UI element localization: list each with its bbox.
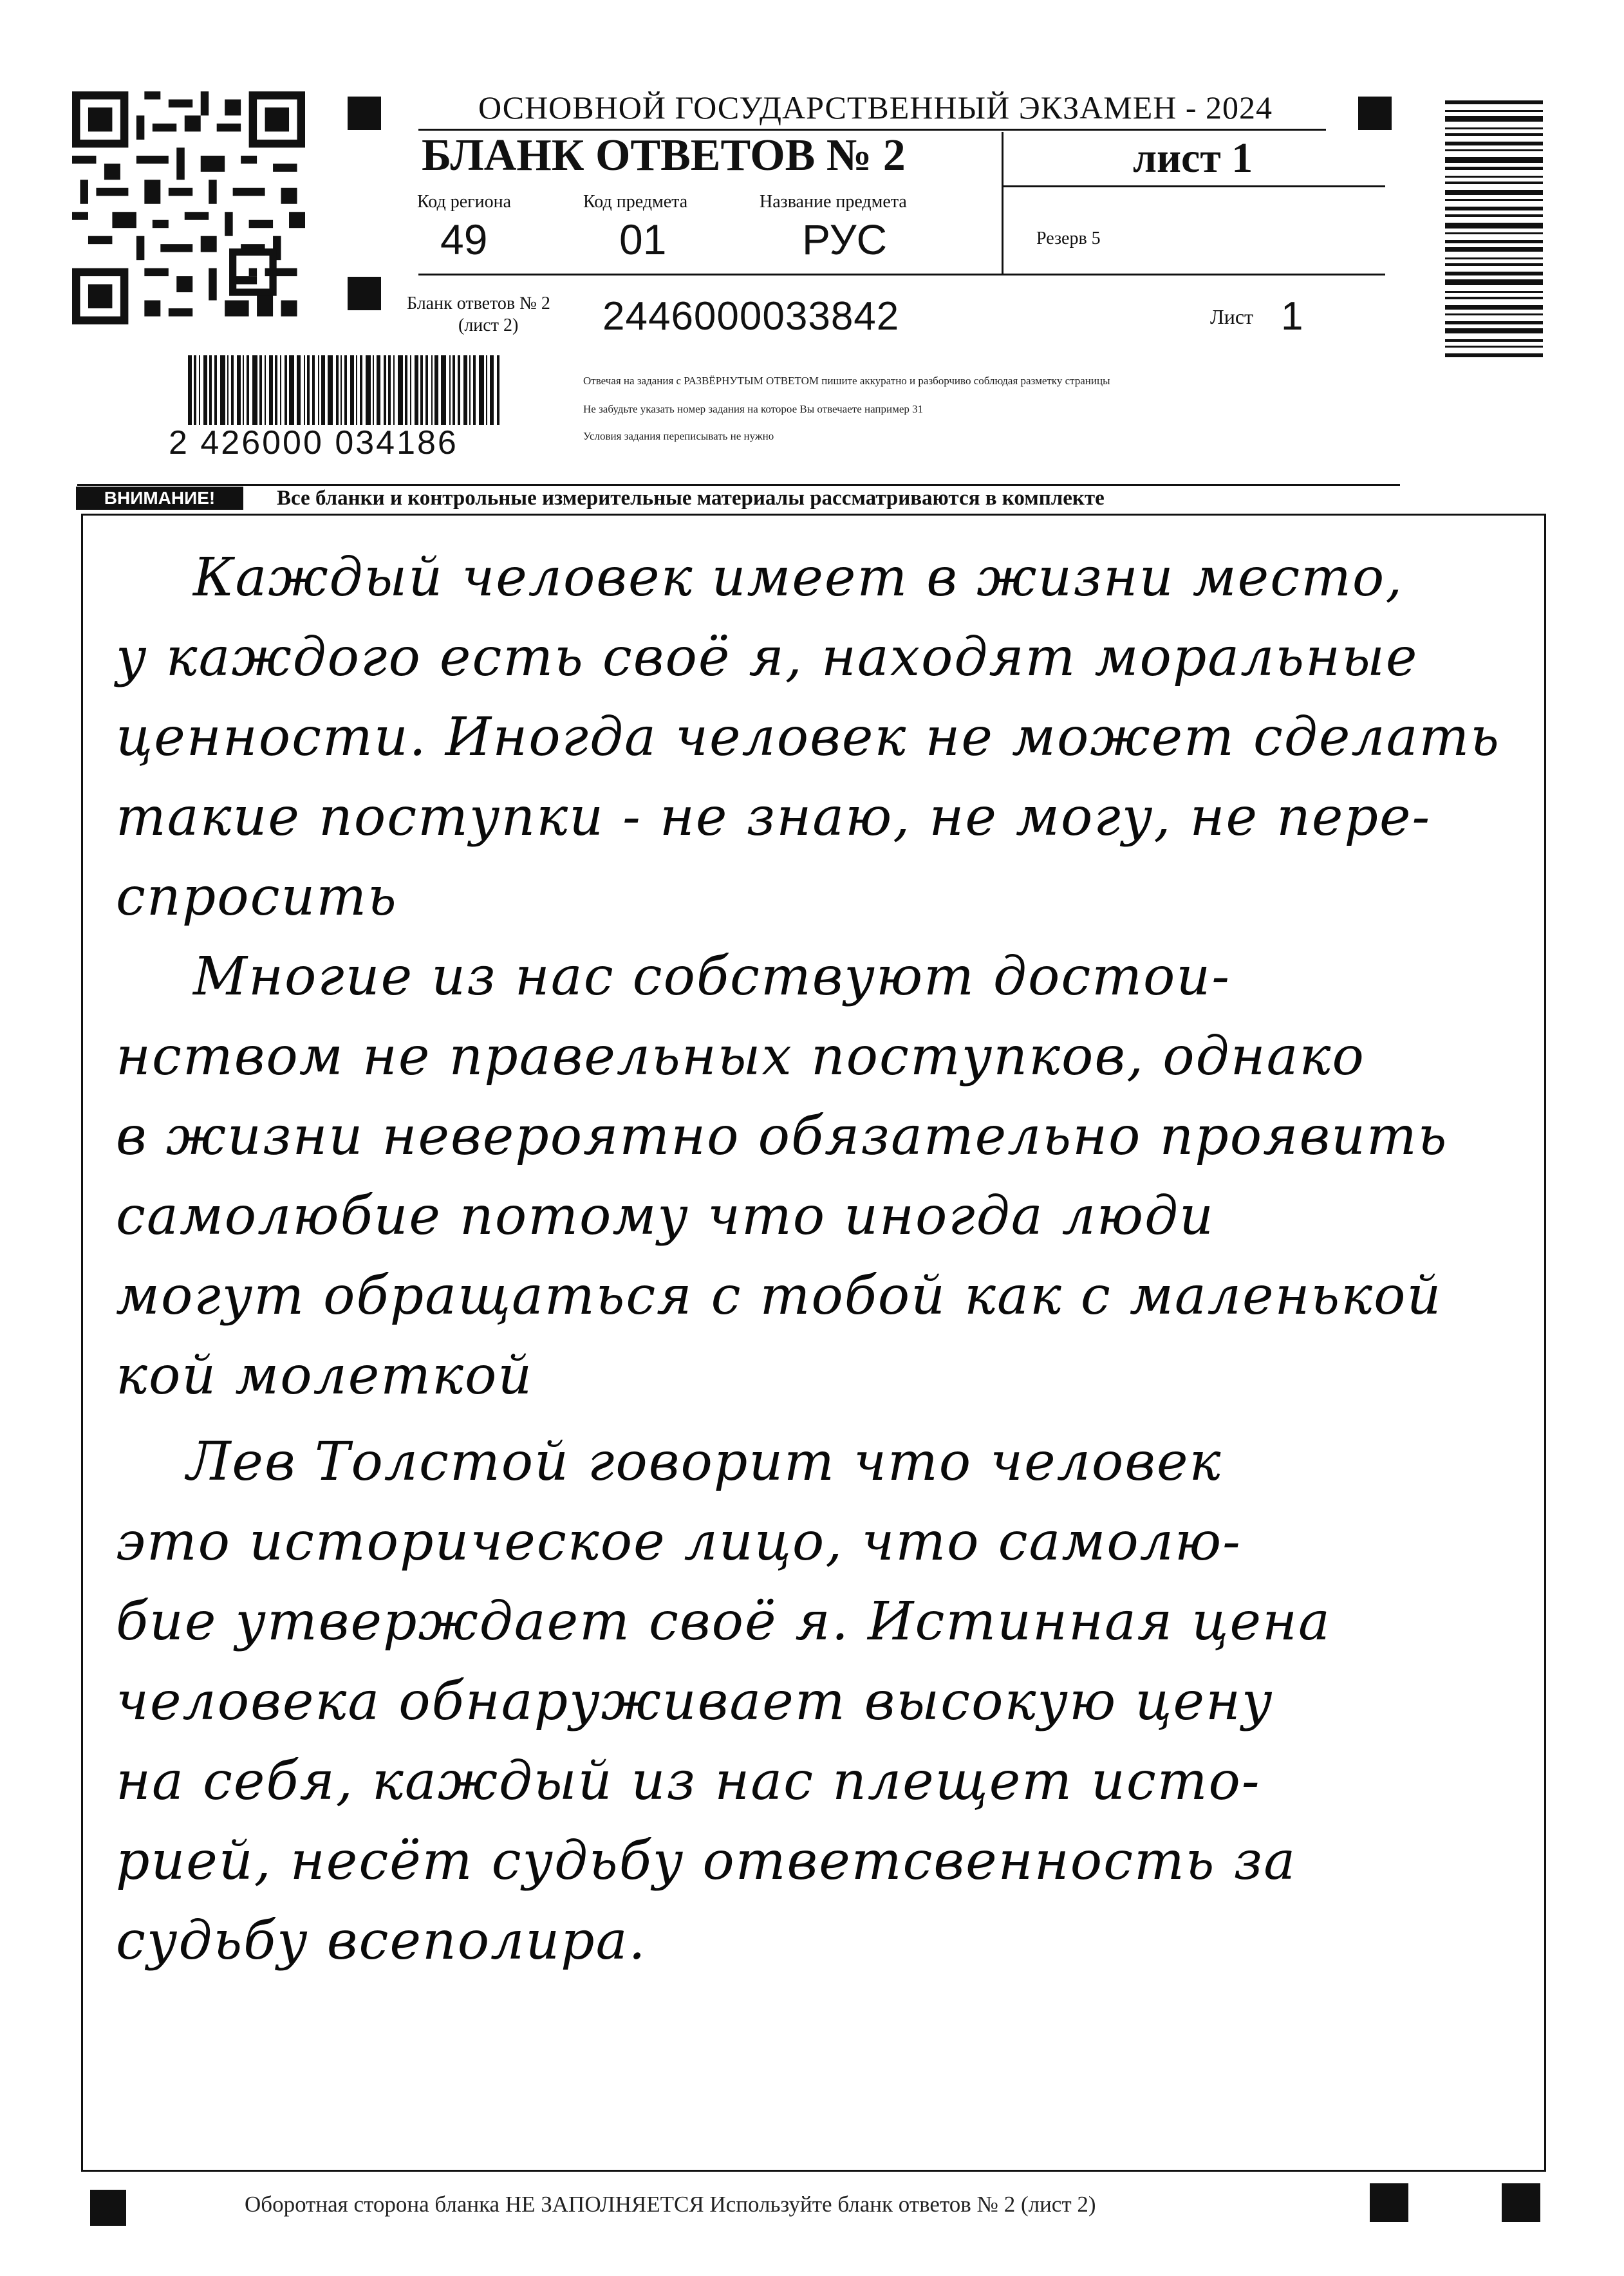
barcode-bar: [479, 355, 484, 425]
barcode-bar: [1445, 247, 1543, 252]
handwritten-line: у каждого есть своё я, находят моральные: [116, 627, 1419, 688]
notice-text: Все бланки и контрольные измерительные материалы рассматриваются в комплекте: [277, 487, 1105, 510]
alignment-marker: [348, 97, 381, 130]
alignment-marker: [1358, 97, 1392, 130]
sheet-value: 1: [1281, 294, 1303, 339]
barcode-bar: [188, 355, 192, 425]
sheet-title: лист 1: [1133, 135, 1253, 182]
barcode-bar: [449, 355, 451, 425]
barcode-bar: [1445, 199, 1543, 201]
barcode-bar: [312, 355, 315, 425]
barcode-bar: [1445, 297, 1543, 299]
barcode-bar: [1445, 167, 1543, 170]
barcode-bar: [252, 355, 257, 425]
barcode-bar: [1445, 133, 1543, 136]
instruction-line: Отвечая на задания с РАЗВЁРНУТЫМ ОТВЕТОМ пишите аккуратно и разборчиво соблюдая разметку страницы: [583, 375, 1110, 387]
instruction-line: Не забудьте указать номер задания на которое Вы отвечаете например 31: [583, 403, 924, 415]
barcode-bar: [227, 355, 229, 425]
alignment-marker: [1502, 2183, 1540, 2222]
vertical-barcode: [1445, 100, 1543, 467]
barcode-bar: [431, 355, 433, 425]
handwritten-line: на себя, каждый из нас плещет исто-: [116, 1751, 1261, 1812]
subject-code-label: Код предмета: [583, 192, 688, 212]
barcode-bar: [458, 355, 460, 425]
header-divider: [418, 274, 1385, 275]
barcode-bar: [269, 355, 273, 425]
barcode-bar: [304, 355, 305, 425]
barcode-bar: [285, 355, 287, 425]
barcode-bar: [214, 355, 217, 425]
barcode-bar: [321, 355, 325, 425]
alignment-marker: [348, 277, 381, 310]
barcode-bar: [388, 355, 391, 425]
handwritten-line: рией, несёт судьбу ответсвенность за: [116, 1831, 1297, 1892]
barcode-bar: [336, 355, 339, 425]
barcode-bar: [297, 355, 301, 425]
barcode-bar: [384, 355, 386, 425]
barcode-bar: [199, 355, 200, 425]
barcode-bar: [1445, 257, 1543, 259]
barcode-bar: [490, 355, 494, 425]
sheet-label: Лист: [1210, 305, 1254, 328]
barcode-bar: [1445, 182, 1543, 184]
subject-name-value: РУС: [802, 216, 888, 263]
barcode-bar: [318, 355, 319, 425]
barcode-bar: [486, 355, 487, 425]
barcode-bar: [1445, 110, 1543, 112]
barcode-bar: [1445, 127, 1543, 129]
header-divider: [1002, 132, 1003, 275]
barcode-bar: [393, 355, 395, 425]
barcode-bar: [1445, 305, 1543, 310]
barcode-number: 2 426000 034186: [169, 424, 458, 462]
barcode-bar: [398, 355, 403, 425]
region-value: 49: [440, 216, 488, 263]
barcode-bar: [1445, 157, 1543, 163]
barcode-bar: [1445, 328, 1543, 333]
barcode-bar: [1445, 176, 1543, 178]
barcode-bar: [1445, 223, 1543, 229]
barcode-bar: [350, 355, 354, 425]
handwritten-line: судьбу всеполира.: [116, 1910, 647, 1972]
barcode-bar: [1445, 346, 1543, 348]
handwritten-line: Каждый человек имеет в жизни место,: [193, 547, 1404, 608]
notice-badge: ВНИМАНИЕ!: [76, 487, 243, 510]
barcode-bar: [1445, 321, 1543, 324]
handwritten-line: человека обнаруживает высокую цену: [116, 1671, 1274, 1732]
barcode-bar: [356, 355, 357, 425]
barcode-bar: [425, 355, 428, 425]
barcode-bar: [231, 355, 234, 425]
barcode-bar: [463, 355, 467, 425]
barcode-bar: [203, 355, 207, 425]
barcode-bar: [1445, 313, 1543, 315]
form-ref-label: (лист 2): [458, 315, 519, 335]
barcode-bar: [1445, 190, 1543, 195]
handwritten-line: бие утверждает своё я. Истинная цена: [116, 1591, 1331, 1652]
handwritten-line: ценности. Иногда человек не может сделать: [116, 707, 1500, 768]
barcode-bar: [243, 355, 244, 425]
barcode-bar: [1445, 232, 1543, 234]
alignment-marker: [1370, 2183, 1408, 2222]
handwritten-line: могут обращаться с тобой как с маленькой: [116, 1265, 1442, 1327]
handwritten-line: кой молеткой: [116, 1345, 534, 1406]
handwritten-line: это историческое лицо, что самолю-: [116, 1511, 1242, 1572]
footer-note: Оборотная сторона бланка НЕ ЗАПОЛНЯЕТСЯ Используйте бланк ответов № 2 (лист 2): [245, 2192, 1096, 2217]
barcode-bar: [1445, 214, 1543, 217]
barcode-bar: [373, 355, 374, 425]
barcode-bar: [377, 355, 380, 425]
barcode-bar: [307, 355, 310, 425]
barcode-bar: [289, 355, 294, 425]
barcode-bar: [415, 355, 418, 425]
barcode-bar: [280, 355, 281, 425]
form-ref-label: Бланк ответов № 2: [407, 294, 550, 313]
barcode-bar: [275, 355, 277, 425]
handwritten-line: Многие из нас собствуют достои-: [193, 946, 1231, 1007]
barcode-bar: [1445, 279, 1543, 285]
barcode-bar: [473, 355, 476, 425]
handwritten-line: Лев Толстой говорит что человек: [187, 1432, 1222, 1493]
barcode-bar: [453, 355, 455, 425]
barcode-bar: [1445, 353, 1543, 357]
barcode-bar: [497, 355, 499, 425]
reserve-label: Резерв 5: [1036, 229, 1101, 248]
barcode: [188, 355, 501, 425]
barcode-bar: [1445, 291, 1543, 293]
barcode-bar: [366, 355, 371, 425]
barcode-bar: [344, 355, 347, 425]
handwritten-line: такие поступки - не знаю, не могу, не пере-: [116, 787, 1432, 848]
alignment-marker: [90, 2190, 126, 2226]
qr-code: [72, 91, 305, 324]
barcode-bar: [328, 355, 333, 425]
subject-code-value: 01: [619, 216, 667, 263]
notice-rule: [77, 484, 1400, 486]
barcode-bar: [1445, 339, 1543, 342]
handwritten-line: нством не правельных поступков, однако: [116, 1026, 1365, 1087]
barcode-bar: [209, 355, 212, 425]
barcode-bar: [434, 355, 438, 425]
barcode-bar: [1445, 116, 1543, 122]
barcode-bar: [420, 355, 423, 425]
barcode-bar: [1445, 142, 1543, 145]
barcode-bar: [405, 355, 407, 425]
form-title: БЛАНК ОТВЕТОВ № 2: [422, 131, 906, 180]
barcode-bar: [194, 355, 196, 425]
barcode-bar: [360, 355, 362, 425]
barcode-bar: [237, 355, 241, 425]
handwritten-line: самолюбие потому что иногда люди: [116, 1186, 1215, 1247]
subject-name-label: Название предмета: [760, 192, 907, 212]
region-label: Код региона: [417, 192, 512, 212]
barcode-bar: [469, 355, 471, 425]
handwritten-line: в жизни невероятно обязательно проявить: [116, 1106, 1448, 1167]
barcode-bar: [259, 355, 262, 425]
barcode-bar: [441, 355, 446, 425]
barcode-bar: [341, 355, 342, 425]
form-number: 2446000033842: [602, 294, 900, 339]
barcode-bar: [1445, 263, 1543, 266]
handwritten-line: спросить: [116, 866, 398, 928]
barcode-bar: [220, 355, 225, 425]
header-divider: [1002, 185, 1385, 187]
barcode-bar: [410, 355, 411, 425]
barcode-bar: [1445, 149, 1543, 151]
barcode-bar: [1445, 100, 1543, 104]
barcode-bar: [247, 355, 249, 425]
exam-title: ОСНОВНОЙ ГОСУДАРСТВЕННЫЙ ЭКЗАМЕН - 2024: [478, 89, 1273, 126]
barcode-bar: [1445, 207, 1543, 210]
barcode-bar: [1445, 240, 1543, 243]
barcode-bar: [1445, 272, 1543, 275]
barcode-bar: [265, 355, 266, 425]
instruction-line: Условия задания переписывать не нужно: [583, 430, 774, 442]
